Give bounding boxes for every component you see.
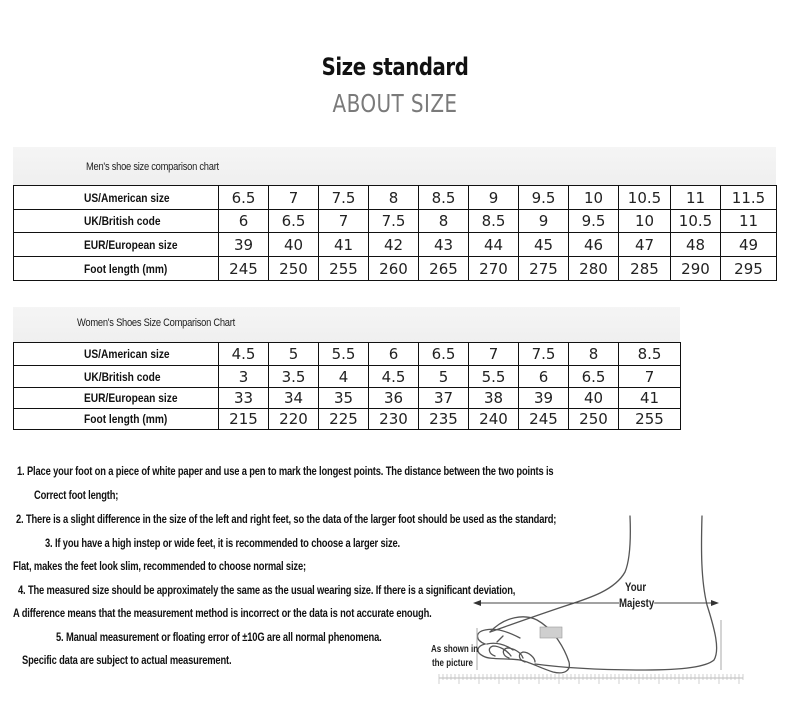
size-cell: 9.5 <box>519 186 569 210</box>
instruction-1-cont: Correct foot length; <box>34 488 119 502</box>
mens-row-1 <box>14 210 777 233</box>
mens-row-0 <box>14 186 777 210</box>
size-cell: 220 <box>269 409 319 430</box>
size-cell: 6 <box>369 343 419 366</box>
size-cell: 275 <box>519 257 569 281</box>
row-label-cell <box>14 409 219 430</box>
foot-measurement-illustration <box>425 510 745 690</box>
row-label-cell <box>14 210 219 233</box>
size-cell: 290 <box>671 257 721 281</box>
womens-chart-title: Women's Shoes Size Comparison Chart <box>77 317 235 329</box>
size-cell: 8.5 <box>419 186 469 210</box>
row-label-cell <box>14 186 219 210</box>
row-label-cell <box>14 257 219 281</box>
size-cell: 295 <box>721 257 777 281</box>
size-cell: 4 <box>319 366 369 388</box>
size-cell: 6.5 <box>269 210 319 233</box>
instruction-4: 4. The measured size should be approximately the same as the usual wearing size. If there is a significant deviation, <box>18 583 516 597</box>
size-cell: 250 <box>269 257 319 281</box>
size-cell: 5.5 <box>469 366 519 388</box>
arrow-label-line1: Your <box>625 580 647 594</box>
size-cell: 49 <box>721 233 777 257</box>
size-cell: 6.5 <box>569 366 619 388</box>
size-cell: 44 <box>469 233 519 257</box>
size-cell: 8 <box>419 210 469 233</box>
size-cell: 270 <box>469 257 519 281</box>
row-label: US/American size <box>84 190 170 205</box>
womens-size-table <box>13 342 681 430</box>
instruction-3: 3. If you have a high instep or wide feet, it is recommended to choose a larger size. <box>45 536 401 550</box>
size-cell: 10.5 <box>619 186 671 210</box>
size-cell: 215 <box>219 409 269 430</box>
instruction-1: 1. Place your foot on a piece of white paper and use a pen to mark the longest points. The distance between the two points is <box>17 464 554 478</box>
size-cell: 9 <box>469 186 519 210</box>
instruction-2: 2. There is a slight difference in the size of the left and right feet, so the data of the larger foot should be used as the standard; <box>16 512 557 526</box>
size-cell: 40 <box>569 388 619 409</box>
size-cell: 8.5 <box>619 343 681 366</box>
mens-chart-title: Men's shoe size comparison chart <box>86 161 219 173</box>
size-cell: 5.5 <box>319 343 369 366</box>
size-cell: 4.5 <box>369 366 419 388</box>
size-cell: 5 <box>419 366 469 388</box>
size-cell: 8 <box>369 186 419 210</box>
womens-row-3 <box>14 409 681 430</box>
size-cell: 10 <box>619 210 671 233</box>
size-cell: 7.5 <box>519 343 569 366</box>
womens-row-1 <box>14 366 681 388</box>
row-label: EUR/European size <box>84 391 178 405</box>
size-cell: 7 <box>269 186 319 210</box>
row-label-cell <box>14 388 219 409</box>
size-cell: 255 <box>619 409 681 430</box>
picture-note-line1: As shown in <box>431 644 479 655</box>
instruction-4-cont: A difference means that the measurement method is incorrect or the data is not accurate enough. <box>13 606 432 620</box>
page-subtitle: ABOUT SIZE <box>332 89 458 118</box>
size-cell: 6 <box>519 366 569 388</box>
page-title: Size standard <box>321 53 469 81</box>
size-cell: 39 <box>219 233 269 257</box>
row-label: EUR/European size <box>84 237 178 252</box>
womens-row-2 <box>14 388 681 409</box>
row-label: US/American size <box>84 347 170 361</box>
size-cell: 45 <box>519 233 569 257</box>
row-label: Foot length (mm) <box>84 412 168 426</box>
size-cell: 280 <box>569 257 619 281</box>
size-cell: 7 <box>469 343 519 366</box>
size-cell: 10 <box>569 186 619 210</box>
foot-outline-icon <box>425 510 745 690</box>
size-cell: 40 <box>269 233 319 257</box>
size-cell: 245 <box>519 409 569 430</box>
size-cell: 33 <box>219 388 269 409</box>
row-label: Foot length (mm) <box>84 261 168 276</box>
size-cell: 235 <box>419 409 469 430</box>
size-cell: 41 <box>619 388 681 409</box>
size-cell: 225 <box>319 409 369 430</box>
row-label-cell <box>14 233 219 257</box>
size-cell: 230 <box>369 409 419 430</box>
size-cell: 8.5 <box>469 210 519 233</box>
size-cell: 11.5 <box>721 186 777 210</box>
row-label: UK/British code <box>84 369 161 384</box>
picture-note-line2: the picture <box>432 658 473 669</box>
size-cell: 34 <box>269 388 319 409</box>
arrow-label-line2: Majesty <box>619 596 655 610</box>
size-cell: 9.5 <box>569 210 619 233</box>
size-cell: 6 <box>219 210 269 233</box>
instruction-3-cont: Flat, makes the feet look slim, recommended to choose normal size; <box>13 559 306 573</box>
size-cell: 38 <box>469 388 519 409</box>
size-cell: 285 <box>619 257 671 281</box>
size-cell: 5 <box>269 343 319 366</box>
size-cell: 43 <box>419 233 469 257</box>
size-cell: 41 <box>319 233 369 257</box>
mens-row-2 <box>14 233 777 257</box>
size-cell: 10.5 <box>671 210 721 233</box>
mens-size-table <box>13 185 777 281</box>
size-cell: 11 <box>671 186 721 210</box>
row-label: UK/British code <box>84 214 161 228</box>
size-cell: 46 <box>569 233 619 257</box>
size-cell: 8 <box>569 343 619 366</box>
size-cell: 6.5 <box>219 186 269 210</box>
size-cell: 3 <box>219 366 269 388</box>
size-cell: 240 <box>469 409 519 430</box>
instruction-5-cont: Specific data are subject to actual measurement. <box>22 653 232 667</box>
womens-row-0 <box>14 343 681 366</box>
size-cell: 265 <box>419 257 469 281</box>
instruction-5: 5. Manual measurement or floating error of ±10G are all normal phenomena. <box>56 630 382 644</box>
size-cell: 250 <box>569 409 619 430</box>
size-cell: 47 <box>619 233 671 257</box>
size-cell: 260 <box>369 257 419 281</box>
size-cell: 48 <box>671 233 721 257</box>
size-cell: 42 <box>369 233 419 257</box>
size-cell: 4.5 <box>219 343 269 366</box>
size-cell: 7 <box>319 210 369 233</box>
size-cell: 7.5 <box>369 210 419 233</box>
size-cell: 7 <box>619 366 681 388</box>
mens-row-3 <box>14 257 777 281</box>
size-cell: 255 <box>319 257 369 281</box>
size-cell: 11 <box>721 210 777 233</box>
size-cell: 37 <box>419 388 469 409</box>
size-cell: 35 <box>319 388 369 409</box>
row-label-cell <box>14 343 219 366</box>
size-cell: 245 <box>219 257 269 281</box>
size-cell: 3.5 <box>269 366 319 388</box>
size-cell: 9 <box>519 210 569 233</box>
size-cell: 7.5 <box>319 186 369 210</box>
size-cell: 39 <box>519 388 569 409</box>
size-cell: 6.5 <box>419 343 469 366</box>
row-label-cell <box>14 366 219 388</box>
size-cell: 36 <box>369 388 419 409</box>
